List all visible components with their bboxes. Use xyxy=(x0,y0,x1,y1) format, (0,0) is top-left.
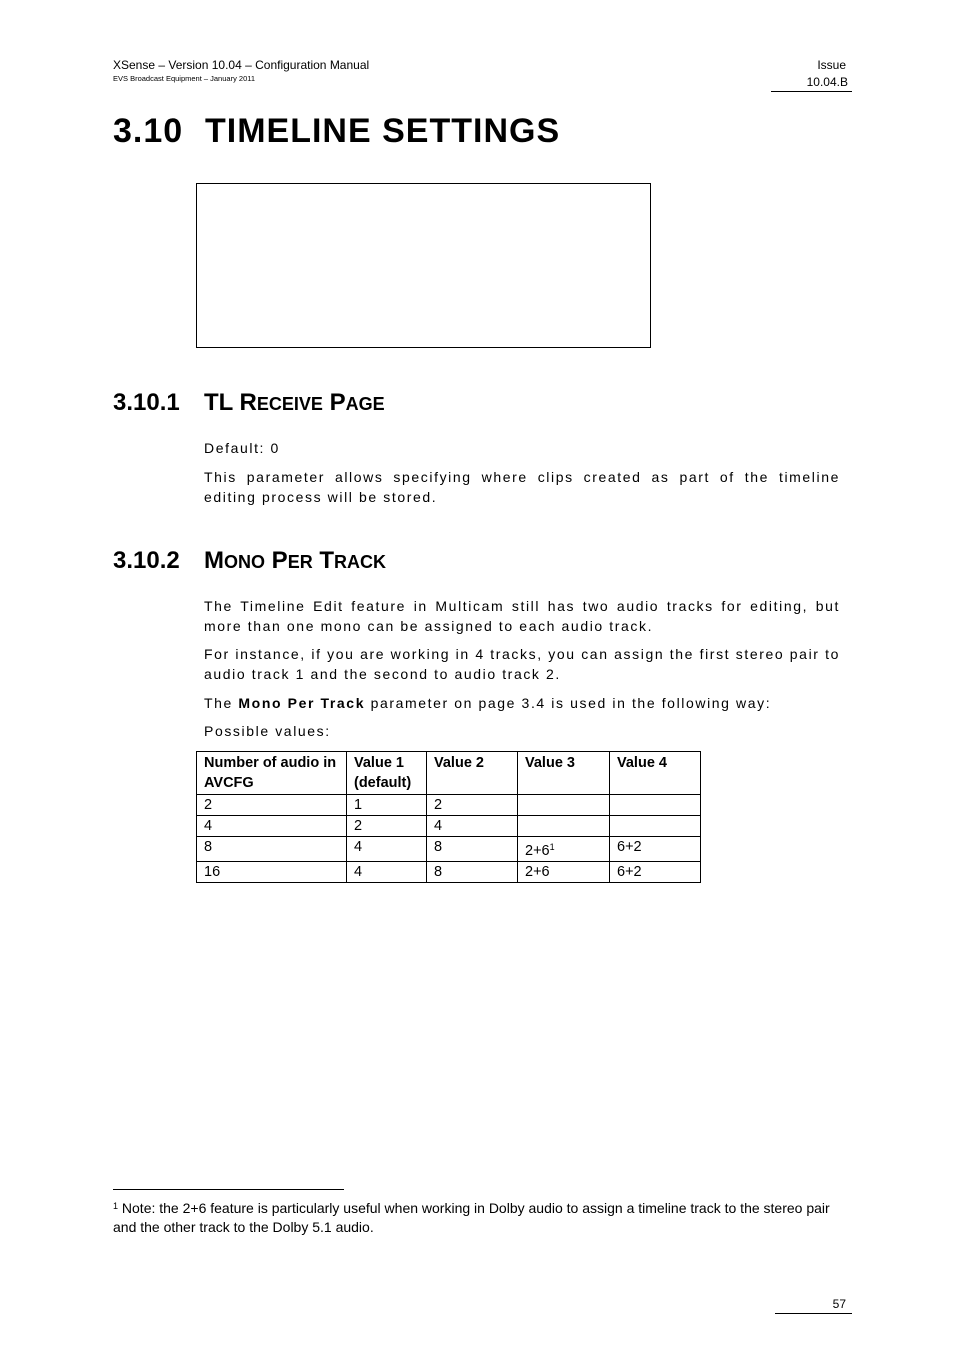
subsection-title-part: ONO xyxy=(224,552,266,572)
header-issue-label: Issue xyxy=(817,58,846,72)
subsection-title-part: P xyxy=(265,547,288,574)
subsection-heading-tl-receive-page xyxy=(113,389,385,417)
footnote-reference[interactable]: 1 xyxy=(549,842,555,852)
default-value-text: Default: 0 xyxy=(204,440,280,456)
table-cell: 8 xyxy=(427,862,518,883)
header-title: XSense – Version 10.04 – Configuration Manual xyxy=(113,58,370,72)
table-header-row xyxy=(197,752,701,795)
subsection-title-part: P xyxy=(322,389,346,416)
table-cell: 4 xyxy=(347,837,427,862)
table-cell: 4 xyxy=(197,816,347,837)
table-header-cell: Value 2 xyxy=(427,752,518,795)
table-cell: 4 xyxy=(347,862,427,883)
table-cell xyxy=(518,837,610,862)
table-header-cell: Number of audio in AVCFG xyxy=(197,752,347,795)
subsection-number: 3.10.2 xyxy=(113,547,180,574)
subsection-title-part: RACK xyxy=(334,552,387,572)
table-row xyxy=(197,862,701,883)
header-subtitle: EVS Broadcast Equipment – January 2011 xyxy=(113,74,256,83)
table-cell: 2 xyxy=(347,816,427,837)
values-table xyxy=(196,751,701,883)
table-cell xyxy=(610,816,701,837)
subsection-number: 3.10.1 xyxy=(113,389,180,416)
table-cell: 4 xyxy=(427,816,518,837)
table-cell xyxy=(518,816,610,837)
footnote xyxy=(113,1197,843,1237)
table-header-cell: Value 4 xyxy=(610,752,701,795)
table-cell: 2+6 xyxy=(518,862,610,883)
mono-para-3 xyxy=(204,693,840,713)
subsection-title-part: T xyxy=(312,547,335,574)
page-number: 57 xyxy=(832,1297,846,1311)
table-cell xyxy=(610,795,701,816)
tl-receive-description: This parameter allows specifying where clips created as part of the timeline editing process will be stored. xyxy=(204,469,840,505)
table-cell: 6+2 xyxy=(610,862,701,883)
subsection-title-part: AGE xyxy=(345,394,385,414)
table-row xyxy=(197,816,701,837)
cell-value: 2+6 xyxy=(525,843,550,859)
mono-para-2: For instance, if you are working in 4 tracks, you can assign the first stereo pair to audio track 1 and the second to audio track 2. xyxy=(204,646,840,682)
para-text: The xyxy=(204,695,239,711)
table-cell: 2 xyxy=(427,795,518,816)
footnote-rule xyxy=(113,1189,344,1190)
table-cell xyxy=(518,795,610,816)
subsection-heading-mono-per-track xyxy=(113,547,386,575)
footer-rule xyxy=(775,1313,852,1314)
table-cell: 8 xyxy=(197,837,347,862)
table-cell: 2 xyxy=(197,795,347,816)
table-header-cell: Value 1 (default) xyxy=(347,752,427,795)
table-cell: 16 xyxy=(197,862,347,883)
section-heading xyxy=(113,112,560,151)
possible-values-label: Possible values: xyxy=(204,723,331,739)
footnote-marker: 1 xyxy=(113,1201,119,1211)
subsection-title-part: ECEIVE xyxy=(256,394,323,414)
header-issue-version: 10.04.B xyxy=(806,75,848,89)
table-cell: 1 xyxy=(347,795,427,816)
subsection-title-part: ER xyxy=(287,552,313,572)
parameter-name: Mono Per Track xyxy=(238,695,366,711)
mono-para-1: The Timeline Edit feature in Multicam still has two audio tracks for editing, but more than one mono can be assigned to each audio track. xyxy=(204,598,840,634)
para-text: parameter on page 3.4 is used in the following way: xyxy=(365,695,772,711)
table-row xyxy=(197,795,701,816)
table-cell: 6+2 xyxy=(610,837,701,862)
subsection-title-part: TL R xyxy=(204,389,257,416)
table-header-cell: Value 3 xyxy=(518,752,610,795)
subsection-title-part: M xyxy=(204,547,224,574)
header-rule xyxy=(771,91,852,92)
section-title: TIMELINE SETTINGS xyxy=(205,112,561,150)
table-row xyxy=(197,837,701,862)
footnote-text: Note: the 2+6 feature is particularly useful when working in Dolby audio to assign a timeline track to the stereo pair and the other track to the Dolby 5.1 audio. xyxy=(113,1200,830,1235)
image-placeholder-box xyxy=(196,183,651,348)
table-cell: 8 xyxy=(427,837,518,862)
section-number: 3.10 xyxy=(113,112,184,150)
